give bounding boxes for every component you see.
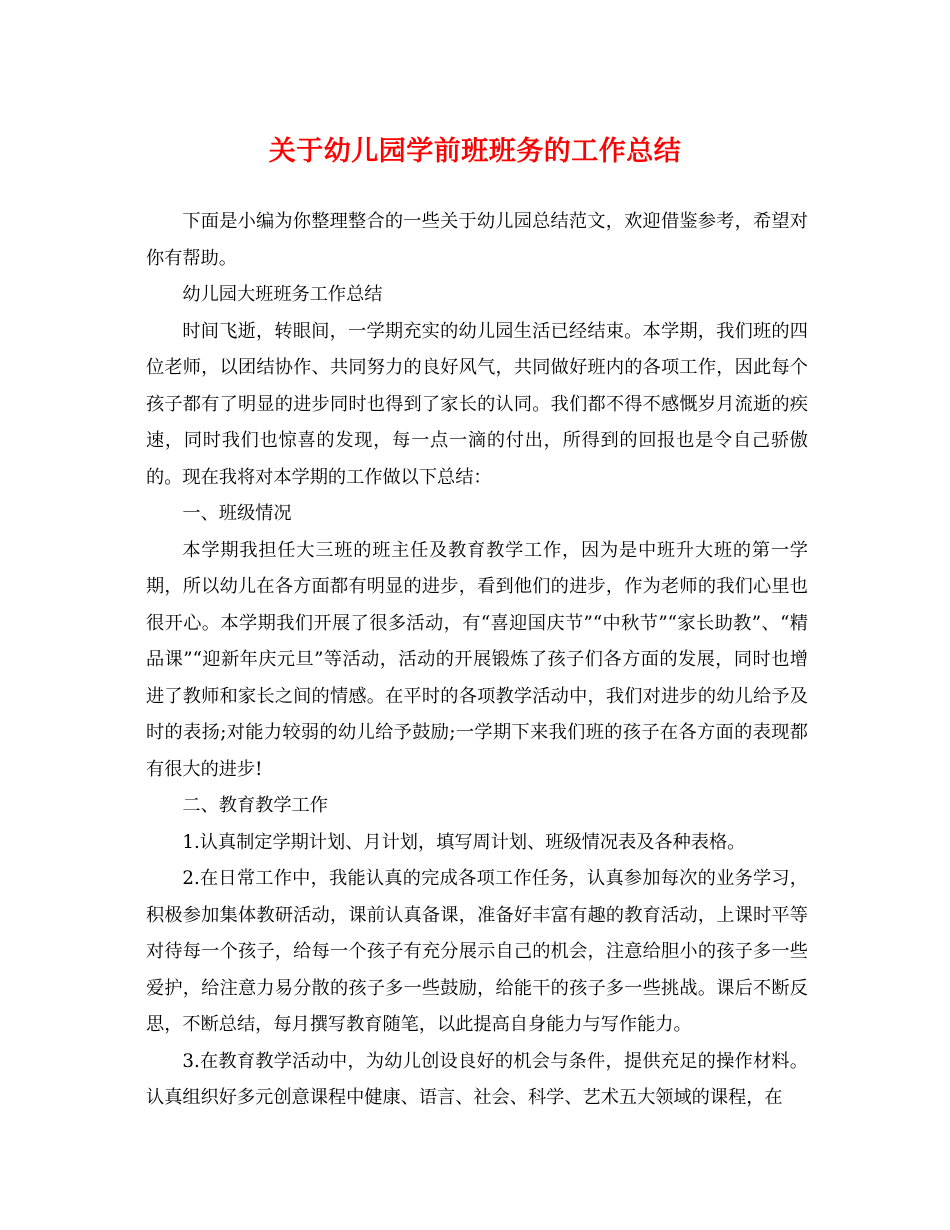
intro-paragraph: 下面是小编为你整理整合的一些关于幼儿园总结范文，欢迎借鉴参考，希望对你有帮助。 [146,211,808,269]
document-title: 关于幼儿园学前班班务的工作总结 [268,136,682,167]
list-item-1: 1.认真制定学期计划、月计划，填写周计划、班级情况表及各种表格。 [182,831,746,853]
body-paragraph: 时间飞逝，转眼间，一学期充实的幼儿园生活已经结束。本学期，我们班的四位老师，以团结协作、共同努力的良好风气，共同做好班内的各项工作，因此每个孩子都有了明显的进步同时也得到了家长的认同。我们都不得不感慨岁月流逝的疾速，同时我们也惊喜的发现，每一点一滴的付出，所得到的回报也是令自己骄傲的。现在我将对本学期的工作做以下总结： [146,320,808,488]
body-paragraph: 本学期我担任大三班的班主任及教育教学工作，因为是中班升大班的第一学期，所以幼儿在各方面都有明显的进步，看到他们的进步，作为老师的我们心里也很开心。本学期我们开展了很多活动，有“喜迎国庆节”“中秋节”“家长助教”、“精品课”“迎新年庆元旦”等活动，活动的开展锻炼了孩子们各方面的发展，同时也增进了教师和家长之间的情感。在平时的各项教学活动中，我们对进步的幼儿给予及时的表扬;对能力较弱的幼儿给予鼓励;一学期下来我们班的孩子在各方面的表现都有很大的进步! [146,539,808,780]
section-heading-kindergarten-summary: 幼儿园大班班务工作总结 [182,284,383,305]
list-item-3: 3.在教育教学活动中，为幼儿创设良好的机会与条件，提供充足的操作材料。认真组织好多元创意课程中健康、语言、社会、科学、艺术五大领域的课程，在 [146,1050,808,1108]
list-item-2: 2.在日常工作中，我能认真的完成各项工作任务，认真参加每次的业务学习，积极参加集体教研活动，课前认真备课，准备好丰富有趣的教育活动，上课时平等对待每一个孩子，给每一个孩子有充分展示自己的机会，注意给胆小的孩子多一些爱护，给注意力易分散的孩子多一些鼓励，给能干的孩子多一些挑战。课后不断反思，不断总结，每月撰写教育随笔，以此提高自身能力与写作能力。 [146,868,808,1035]
section-heading-class-situation: 一、班级情况 [182,503,292,524]
document-body [146,204,808,1117]
section-heading-teaching-work: 二、教育教学工作 [182,795,328,816]
